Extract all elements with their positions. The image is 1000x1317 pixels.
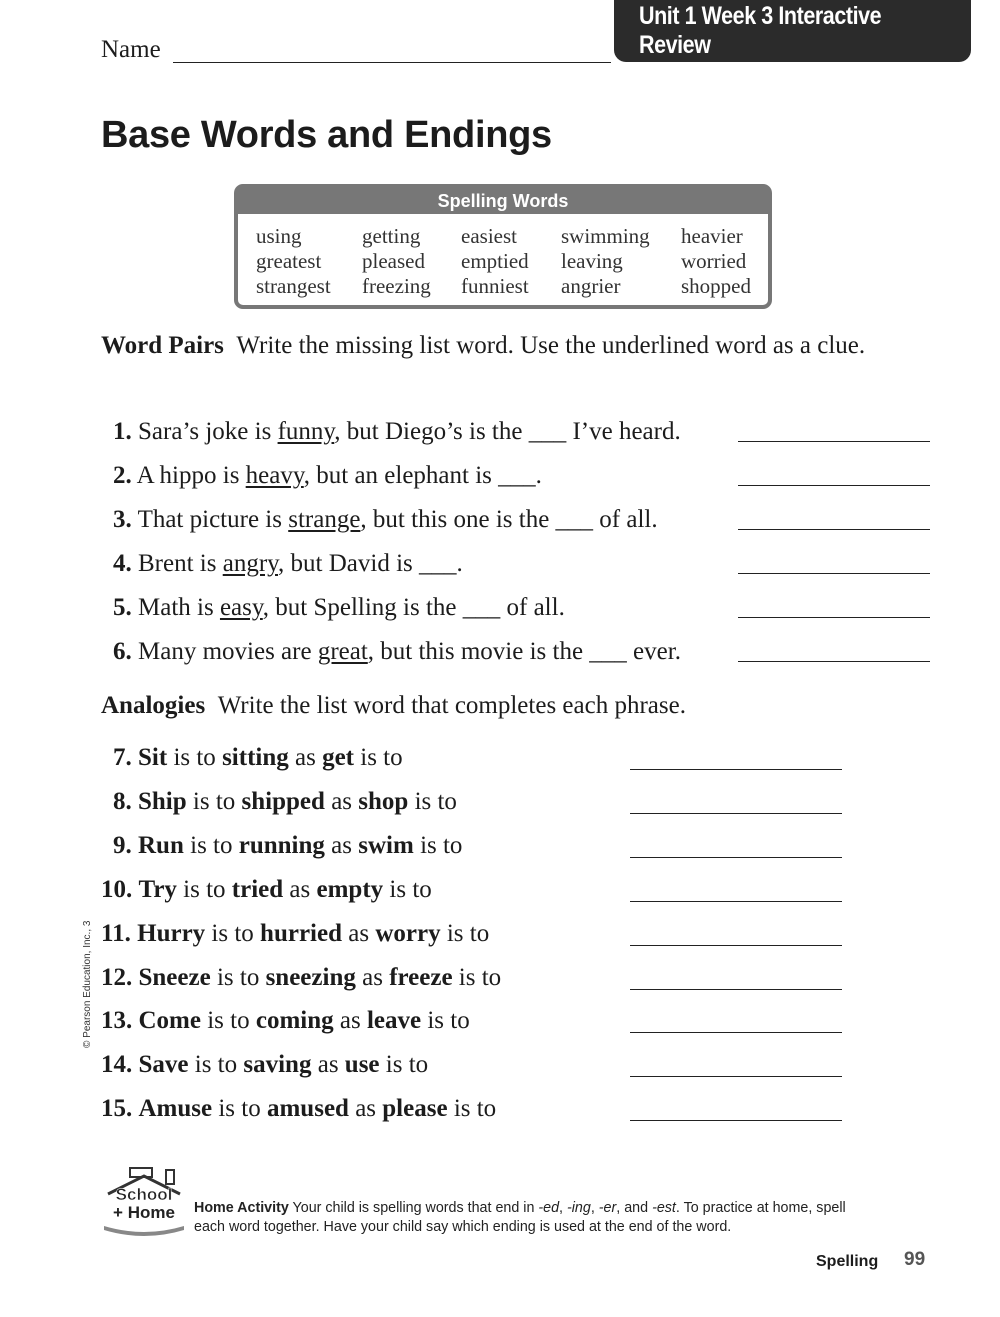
item-text: , but this one is the ___ of all.: [360, 506, 658, 533]
spelling-word: using: [256, 224, 302, 248]
analogy-word-1: Sit: [138, 744, 168, 771]
item-text: , but David is ___.: [278, 550, 463, 577]
item-text: Math is: [138, 594, 220, 621]
item-number: 3.: [113, 506, 132, 533]
item-number: 9.: [113, 831, 132, 859]
unit-tab-text: Unit 1 Week 3 Interactive Review: [638, 2, 882, 59]
unit-tab: [614, 0, 971, 62]
item-number: 12.: [101, 963, 133, 991]
analogy-item: [101, 1007, 470, 1035]
item-number: 6.: [113, 638, 132, 665]
item-text: , but Diego’s is the ___ I’ve heard.: [334, 418, 681, 445]
ending-2: -ing: [567, 1200, 591, 1216]
analogy-word-3: freeze: [389, 963, 453, 991]
school-home-logo: [100, 1166, 188, 1238]
connector: as: [355, 963, 390, 991]
clue-word: angry: [222, 550, 279, 577]
item-number: 15.: [101, 1095, 133, 1123]
answer-line[interactable]: [630, 1120, 842, 1121]
analogy-word-2: amused: [266, 1095, 349, 1123]
clue-word: funny: [277, 418, 335, 445]
answer-line[interactable]: [738, 485, 930, 486]
analogy-item: [113, 744, 403, 772]
answer-line[interactable]: [630, 813, 842, 814]
item-text: Many movies are: [138, 638, 318, 665]
analogy-item: [101, 1095, 496, 1123]
analogy-word-2: sneezing: [265, 963, 356, 991]
connector: as: [288, 744, 323, 771]
analogies-instructions: [101, 689, 881, 723]
spelling-word: worried: [681, 249, 747, 273]
answer-line[interactable]: [630, 901, 842, 902]
analogies-text: Write the list word that completes each phrase.: [217, 692, 686, 719]
connector: is to: [413, 831, 463, 859]
analogy-word-1: Try: [138, 875, 177, 903]
connector: is to: [205, 919, 261, 947]
analogy-word-3: please: [382, 1095, 448, 1123]
item-text: That picture is: [137, 506, 289, 533]
connector: is to: [186, 787, 242, 815]
spelling-word: freezing: [362, 274, 431, 298]
connector: is to: [452, 963, 502, 991]
spelling-word: angrier: [561, 274, 621, 298]
spelling-words-heading: Spelling Words: [238, 188, 768, 214]
analogy-word-3: empty: [316, 875, 384, 903]
analogy-word-2: sitting: [222, 744, 289, 771]
analogy-word-1: Come: [138, 1007, 201, 1035]
connector: is to: [379, 1051, 429, 1079]
connector: is to: [383, 875, 432, 903]
analogy-item: [101, 876, 432, 904]
spelling-word: swimming: [561, 224, 650, 248]
connector: is to: [210, 963, 266, 991]
item-text: , but Spelling is the ___ of all.: [262, 594, 565, 621]
answer-line[interactable]: [738, 617, 930, 618]
spelling-words-box: [234, 184, 772, 309]
answer-line[interactable]: [738, 661, 930, 662]
connector: is to: [200, 1007, 256, 1035]
word-pair-item: [113, 638, 681, 666]
answer-line[interactable]: [738, 529, 930, 530]
clue-word: great: [317, 638, 368, 665]
item-number: 10.: [101, 875, 133, 903]
ending-3: -er: [598, 1200, 617, 1216]
spelling-word: shopped: [681, 274, 751, 298]
word-pairs-label: Word Pairs: [101, 332, 224, 359]
word-pairs-instructions: [101, 329, 881, 363]
ending-1: -ed: [538, 1200, 560, 1216]
spelling-word: emptied: [461, 249, 529, 273]
ending-4: -est: [652, 1200, 676, 1216]
analogy-word-3: get: [322, 744, 354, 771]
item-number: 2.: [113, 462, 132, 489]
analogy-word-3: shop: [358, 787, 409, 815]
item-number: 11.: [101, 919, 131, 947]
item-text: Brent is: [138, 550, 223, 577]
analogy-item: [101, 920, 489, 948]
analogy-word-1: Sneeze: [138, 963, 211, 991]
answer-line[interactable]: [630, 1076, 842, 1077]
answer-line[interactable]: [630, 1032, 842, 1033]
home-activity-text: Home Activity Your child is spelling words that end in -ed, -ing, -er, and -est. To practice at home, spell each word together. Have your child say which ending is used at the end of the word.: [194, 1200, 846, 1235]
answer-line[interactable]: [630, 769, 842, 770]
connector: as: [283, 875, 317, 903]
item-number: 13.: [101, 1007, 133, 1035]
item-number: 4.: [113, 550, 132, 577]
connector: is to: [440, 919, 490, 947]
connector: as: [348, 1095, 383, 1123]
connector: as: [311, 1051, 345, 1079]
analogies-label: Analogies: [101, 692, 206, 719]
item-number: 1.: [113, 418, 132, 445]
connector: is to: [447, 1095, 497, 1123]
item-text: Sara’s joke is: [138, 418, 278, 445]
connector: is to: [408, 787, 457, 815]
item-number: 7.: [113, 744, 132, 771]
analogy-word-2: shipped: [241, 787, 325, 815]
logo-line-1: School: [115, 1185, 173, 1204]
item-number: 5.: [113, 594, 132, 621]
connector: is to: [167, 744, 223, 771]
spelling-word: easiest: [461, 224, 517, 248]
spelling-word: getting: [362, 224, 421, 248]
spelling-word: funniest: [461, 274, 529, 298]
connector: is to: [188, 1051, 244, 1079]
clue-word: easy: [219, 594, 263, 621]
spelling-word: strangest: [256, 274, 331, 298]
connector: is to: [354, 744, 403, 771]
analogy-item: [113, 788, 457, 816]
word-pair-item: [113, 594, 565, 622]
analogy-word-1: Ship: [138, 787, 187, 815]
analogy-word-2: saving: [243, 1051, 312, 1079]
connector: is to: [421, 1007, 470, 1035]
copyright-notice: © Pearson Education, Inc., 3: [82, 920, 93, 1048]
home-activity-text-a: Your child is spelling words that end in: [288, 1200, 539, 1216]
analogy-item: [101, 964, 501, 992]
answer-line[interactable]: [738, 573, 930, 574]
analogy-word-1: Hurry: [137, 919, 206, 947]
analogy-word-2: coming: [255, 1007, 334, 1035]
connector: as: [342, 919, 376, 947]
spelling-word: greatest: [256, 249, 322, 273]
spelling-words-grid: [256, 224, 771, 299]
item-text: A hippo is: [136, 462, 246, 489]
connector: is to: [212, 1095, 267, 1123]
logo-line-2: + Home: [113, 1203, 175, 1222]
analogy-word-1: Save: [138, 1051, 189, 1079]
item-text: , but an elephant is ___.: [303, 462, 542, 489]
analogy-item: [101, 1051, 428, 1079]
connector: as: [324, 787, 359, 815]
word-pair-item: [113, 462, 542, 490]
item-number: 8.: [113, 787, 132, 815]
connector: as: [324, 831, 359, 859]
analogy-word-2: running: [238, 831, 325, 859]
home-activity-text-b: . To practice at home, spell each word together. Have your child say which ending is used at the end of the word.: [194, 1200, 846, 1235]
answer-line[interactable]: [738, 441, 930, 442]
answer-line[interactable]: [630, 945, 842, 946]
analogy-word-3: swim: [358, 831, 414, 859]
analogy-word-3: worry: [375, 919, 441, 947]
connector: is to: [176, 875, 232, 903]
word-pairs-text: Write the missing list word. Use the underlined word as a clue.: [236, 332, 866, 359]
word-pair-item: [113, 418, 681, 446]
home-activity-label: Home Activity: [194, 1200, 289, 1216]
spelling-word: leaving: [561, 249, 623, 273]
item-number: 14.: [101, 1051, 133, 1079]
analogy-word-1: Amuse: [138, 1095, 213, 1123]
analogy-word-3: leave: [366, 1007, 422, 1035]
name-label: Name: [101, 36, 161, 63]
connector: as: [333, 1007, 367, 1035]
analogy-item: [113, 832, 462, 860]
footer-subject: Spelling: [816, 1253, 879, 1270]
word-pair-item: [113, 550, 463, 578]
item-text: , but this movie is the ___ ever.: [367, 638, 681, 665]
analogy-word-1: Run: [138, 831, 184, 859]
analogy-word-2: hurried: [260, 919, 342, 947]
answer-line[interactable]: [630, 857, 842, 858]
page-title: Base Words and Endings: [101, 114, 552, 156]
page-number: 99: [904, 1249, 926, 1270]
answer-line[interactable]: [630, 989, 842, 990]
clue-word: heavy: [245, 462, 304, 489]
spelling-word: pleased: [362, 249, 425, 273]
spelling-word: heavier: [681, 224, 743, 248]
clue-word: strange: [288, 506, 361, 533]
analogy-word-3: use: [344, 1051, 380, 1079]
word-pair-item: [113, 506, 658, 534]
name-input-line[interactable]: [173, 62, 611, 63]
analogy-word-2: tried: [231, 875, 284, 903]
connector: is to: [183, 831, 239, 859]
